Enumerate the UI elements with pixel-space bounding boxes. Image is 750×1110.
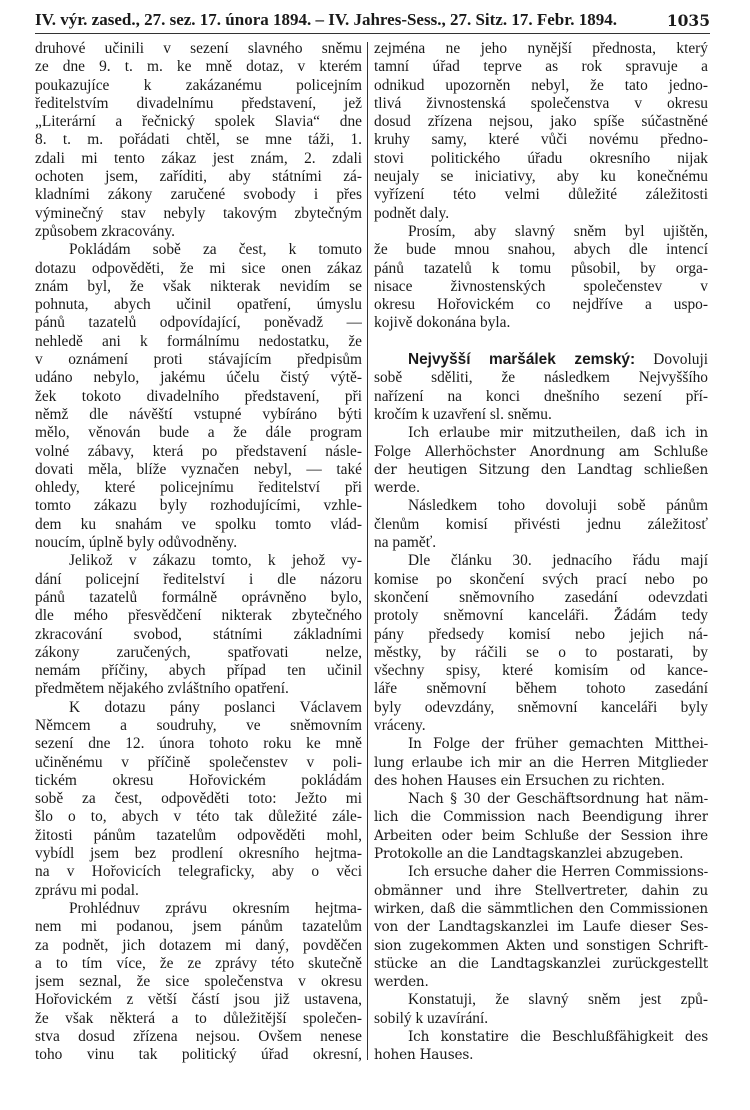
text-line: nemám příčiny, abych případ ten učinil [35,662,362,680]
text-line: sobě za čest, odpověděti toto: Ježto mi [35,790,362,808]
text-line: dovati měla, blíže vyznačen nebyl, — také [35,460,362,478]
text-line: a to tím více, že ze zprávy této skutečně [35,954,362,972]
text-line: hohen Hauses. [374,1047,474,1064]
text-line: sezení dne 12. února tohoto roku ke mně [35,735,362,753]
text-line: Jelikož v zákazu tomto, k jehož vy- [69,552,362,570]
text-line: obmänner und ihre Stellvertreter, dahin zu [374,882,708,899]
text-line: že však některá a to důležitější společen- [35,1009,362,1027]
page-number: 1035 [666,11,710,30]
blank-line [374,333,708,351]
text-line: volné zábavy, která po představení násle- [35,442,362,460]
german-paragraph [374,863,708,991]
text-line: Prosím, aby slavný sněm byl ujištěn, [408,222,708,240]
text-line: učiněnému v příčině společenstev v poli- [35,753,362,771]
text-line: okresu Hořovickém co nejdříve a uspo- [374,296,708,314]
text-line: podnět daly. [374,204,450,222]
paragraph [374,991,708,1028]
text-line: ředitelstvím divadelnímu představení, jež [35,94,362,112]
text-line: zákony zaručených, spatřovati nelze, [35,643,362,661]
text-line: za podnět, jich dotazem mi daný, povděčen [35,936,362,954]
text-line: zkracování svobod, státními základními [35,625,362,643]
text-line: skončení sněmovního zasedání odevzdati [374,588,708,606]
text-line: kročím k uzavření sl. sněmu. [374,405,552,423]
text-line: stovi politického úřadu okresního nijak [374,149,708,167]
left-column [35,40,362,1065]
text-line: pánů tazatelů odpovídající, poněvadž — [35,314,362,332]
text-line: toho vinu tak politický úřad okresní, [35,1046,362,1064]
text-line: stücke an die Landtagskanzlei zurückgestellt [374,955,708,972]
text-line: dosud zřízena nejsou, jako spíše súčastněné [374,113,708,131]
text-line: poukazujíce k zakázanému policejním [35,76,362,94]
text-line: jsem seznal, že sice společenstva v okresu [35,973,362,991]
text-line: 8. t. m. pořádati chtěl, se mne táži, 1. [35,131,362,149]
german-paragraph [374,790,708,863]
text-line: der heutigen Sitzung den Landtag schließen [374,461,708,478]
text-line: stva dosud zřízena nejsou. Ovšem nenese [35,1028,362,1046]
text-line: Pokládám sobě za čest, k tomuto [69,241,362,259]
text-line: des hohen Hauses ein Ersuchen zu richten. [374,772,665,789]
text-line: dem ku snahám ve spolku tomto vlád- [35,515,362,533]
text-line: Ich ersuche daher die Herren Commissions- [408,864,708,881]
text-line: ohledy, které policejnímu ředitelství při [35,479,362,497]
paragraph [35,552,362,698]
right-column [374,40,708,1065]
text-line: žitosti pánům tazatelům odpověděti mohl, [35,826,362,844]
text-line: lich die Commission nach Beendigung ihrer [374,809,708,826]
text-line: tomto zákazu byly rozhodujícími, vzhle- [35,497,362,515]
text-line: tickém okresu Hořovickém pokládám [35,771,362,789]
text-line: protoly sněmovní kanceláři. Žádám tedy [374,607,708,625]
text-line: Nach § 30 der Geschäftsordnung hat näm- [408,791,708,808]
text-line: městky, by ráčili se o to postarati, by [374,643,708,661]
text-line: v oznámení proti stávajícím předpisům [35,351,362,369]
text-line: na v Hořovicích telegraficky, aby o věci [35,863,362,881]
paragraph [35,241,362,552]
text-line: kladními zákony zaručené svobody i přes [35,186,362,204]
text-line: werde. [374,480,421,497]
text-line: ze dne 9. t. m. ke mně dotaz, v kterém [35,58,362,76]
text-line: Následkem toho dovoluji sobě pánům [408,497,708,515]
text-line: vráceny. [374,716,426,734]
text-line: němž dle návěští vstupné vybíráno býti [35,405,362,423]
text-line: láře sněmovní během tohoto zasedání [374,680,708,698]
text-line: lung erlaube ich mir an die Herren Mitglieder [374,754,708,771]
text-line: žek tokoto divadelního představení, při [35,387,362,405]
text-line: K dotazu pány poslanci Václavem [69,698,362,716]
paragraph [35,40,362,241]
text-line: Ich erlaube mir mitzutheilen, daß ich in [408,425,708,442]
text-line: zdali mi tento zákaz jest znám, 2. zdali [35,149,362,167]
column-divider [367,42,368,1060]
text-line: pány předsedy komisí nebo jejich ná- [374,625,708,643]
german-paragraph [374,424,708,497]
text-line: Ich konstatire die Beschlußfähigkeit des [408,1029,708,1046]
speaker-name: Nejvyšší maršálek zemský: [408,351,636,369]
text-line: nem mi podanou, jsem pánům tazatelům [35,918,362,936]
text-line [374,351,708,369]
text-line: pánů tazatelů k tomu působil, by orga- [374,259,708,277]
text-line: In Folge der früher gemachten Mitthei- [408,736,708,753]
text-line: způsobem zkracovány. [35,222,176,240]
text-line: Prohlédnuv zprávu okresním hejtma- [69,899,362,917]
text-line: kruhy samy, které vůči novému předno- [374,131,708,149]
text-line: byly odevzdány, sněmovní kanceláři byly [374,698,708,716]
speaker-text: Dovoluji [635,351,708,369]
text-line: zejména ne jeho nynější přednosta, který [374,40,708,57]
text-line: druhové učinili v sezení slavného sněmu [35,40,362,57]
text-line: tlivá živnostenská společenstva v okresu [374,94,708,112]
text-line: ochoten jsem, zaříditi, aby státními zá- [35,168,362,186]
text-line: „Literární a řečnický spolek Slavia“ dne [35,113,362,131]
text-line: komise po skončení svých prací nebo po [374,570,708,588]
text-line: členům komisí přivésti jednu záležitosť [374,515,708,533]
text-line: nehledě ani k formálnímu nedostatku, že [35,332,362,350]
running-header [35,8,710,34]
text-line: dání policejní ředitelství i dle názoru [35,570,362,588]
text-line: na paměť. [374,534,437,552]
text-line: noucím, úplně byly odůvodněny. [35,534,238,552]
text-line: Protokolle an die Landtagskanzlei abzugeben. [374,846,684,863]
text-line: Arbeiten oder beim Schluße der Session ihre [374,827,708,844]
text-line: nařízení na konci dnešního sezení pří- [374,387,708,405]
text-line: dotazu odpověděti, že mi sice onen zákaz [35,259,362,277]
text-line: nisace živnostenských společenstev v [374,277,708,295]
paragraph [374,497,708,552]
text-line: zprávu mi podal. [35,881,139,899]
text-line: že bude mnou snahou, abych dle intencí [374,241,708,259]
text-line: kojivě dokonána byla. [374,314,511,332]
text-line: vybídl jsem bez prodlení okresního hejtma- [35,845,362,863]
text-line: sobilý k uzavírání. [374,1009,489,1027]
text-line: udáno nebylo, jakému účelu čistý výtě- [35,369,362,387]
text-line: dle mého přesvědčení nikterak zbytečného [35,607,362,625]
text-line: wirken, daß die sämmtlichen den Commissionen [374,900,708,917]
text-line: pohnuta, abych učinil opatření, úmyslu [35,296,362,314]
german-paragraph [374,1028,708,1065]
paragraph [374,223,708,333]
text-line: tamní úřad teprve as rok spravuje a [374,58,708,76]
text-line: von der Landtagskanzlei im Laufe dieser Ses- [374,919,708,936]
text-line: šlo o to, abych v této tak důležité zále- [35,808,362,826]
text-line: výminečný stav nebyly takovým zbytečným [35,204,362,222]
german-paragraph [374,735,708,790]
text-line: znám byl, že však nikterak nevidím se [35,277,362,295]
paragraph [35,699,362,900]
text-line: vyřízení této velmi důležité záležitosti [374,186,708,204]
text-line: werden. [374,974,429,991]
header-title: IV. výr. zased., 27. sez. 17. února 1894. – IV. Jahres-Sess., 27. Sitz. 17. Febr. 1894. [35,10,617,29]
text-line: Konstatuji, že slavný sněm jest způ- [408,991,708,1009]
paragraph [374,40,708,223]
speaker-paragraph [374,351,708,424]
text-line: pánů tazatelů formálně oprávněno bylo, [35,588,362,606]
text-line: mělo, věnován bude a že dále program [35,424,362,442]
text-line: Folge Allerhöchster Anordnung am Schluße [374,443,708,460]
text-line: Hořovickém z větší částí jsou již ustavena, [35,991,362,1009]
text-line: Němcem a soudruhy, ve sněmovním [35,716,362,734]
paragraph [374,552,708,735]
text-line: Dle článku 30. jednacího řádu mají [408,552,708,570]
paragraph [35,900,362,1065]
text-line: neujaly se iniciativy, aby ku konečnému [374,168,708,186]
text-line: předmětem nějakého zvláštního opatření. [35,680,289,698]
text-line: všechny spisy, které komisím od kance- [374,662,708,680]
text-line: sion zugekommen Akten und sonstigen Schrift- [374,937,708,954]
text-line: odnikud upozorněn nebyl, že tato jedno- [374,76,708,94]
text-line: sobě sděliti, že následkem Nejvyššího [374,369,708,387]
